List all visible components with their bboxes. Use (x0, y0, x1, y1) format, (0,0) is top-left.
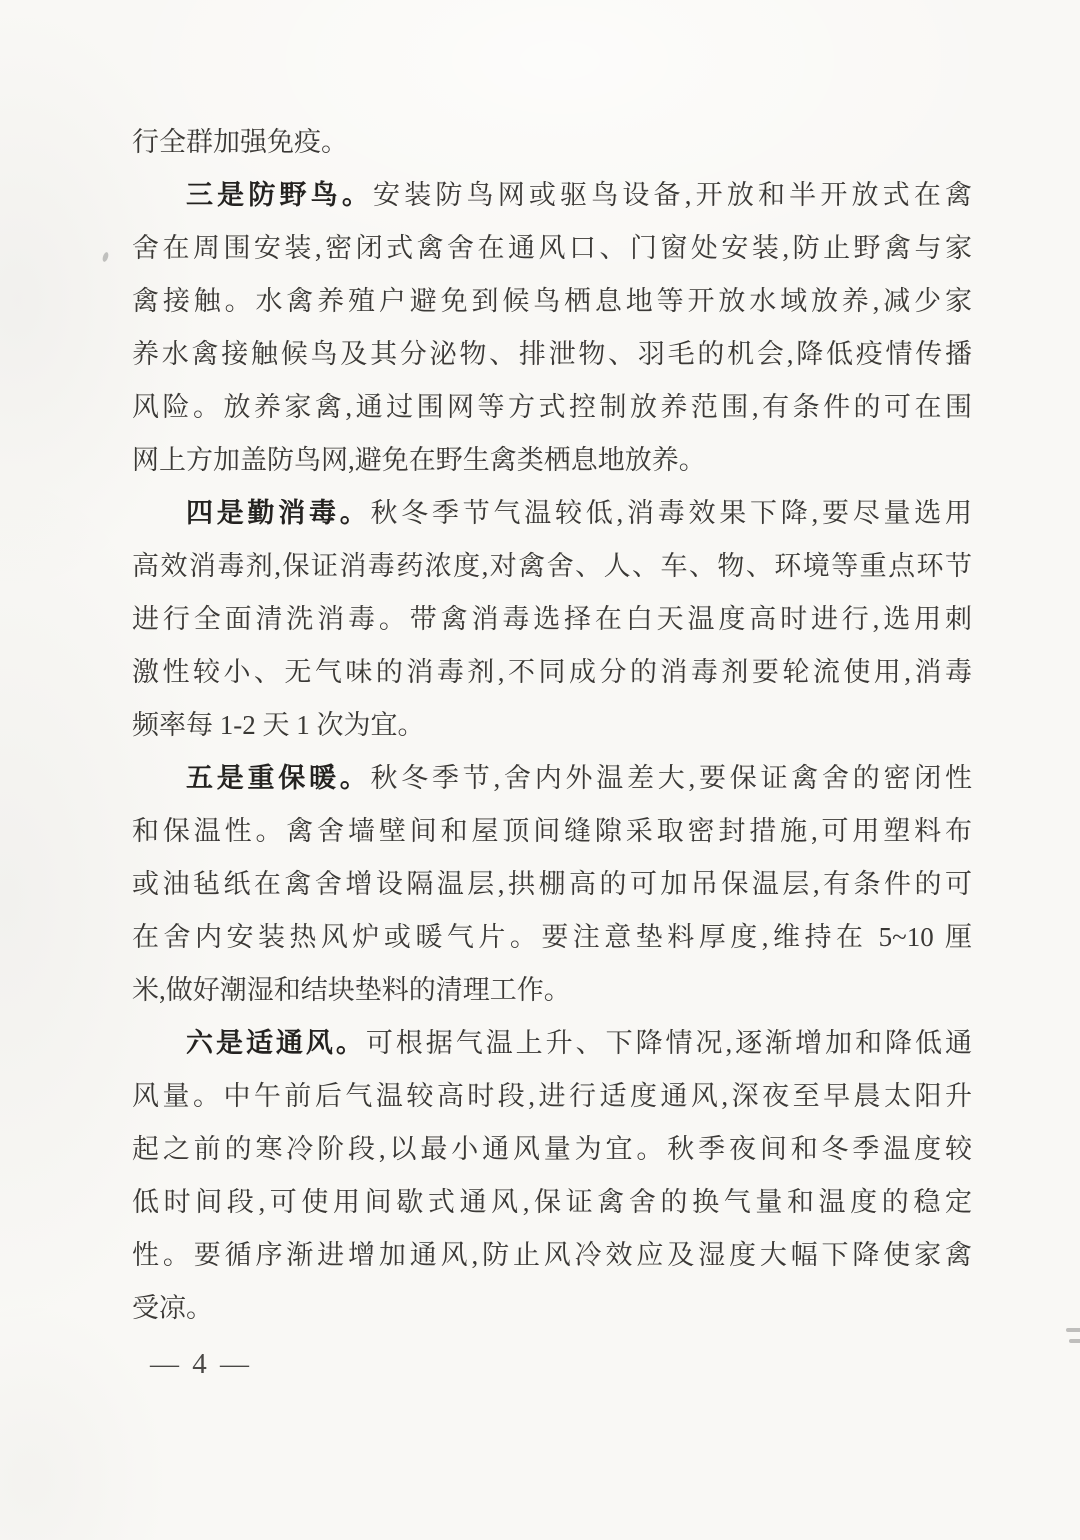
scan-edge-mark (1069, 1339, 1080, 1343)
section-heading: 四是勤消毒。 (186, 498, 371, 528)
line-text: 米,做好潮湿和结块垫料的清理工作。 (132, 975, 571, 1005)
text-line (132, 752, 972, 805)
text-line (132, 487, 972, 540)
line-text: 安装防鸟网或驱鸟设备,开放和半开放式在禽 (373, 180, 973, 210)
text-line (132, 593, 972, 646)
text-line (132, 1123, 972, 1176)
line-text: 在舍内安装热风炉或暖气片。要注意垫料厚度,维持在 5~10 厘 (132, 922, 972, 952)
line-text: 低时间段,可使用间歇式通风,保证禽舍的换气量和温度的稳定 (132, 1187, 972, 1217)
text-line (132, 699, 972, 752)
section-heading: 三是防野鸟。 (186, 180, 374, 210)
line-text: 养水禽接触候鸟及其分泌物、排泄物、羽毛的机会,降低疫情传播 (132, 339, 972, 369)
line-text: 秋冬季节气温较低,消毒效果下降,要尽量选用 (370, 498, 972, 528)
text-line (132, 911, 972, 964)
line-text: 网上方加盖防鸟网,避免在野生禽类栖息地放养。 (132, 445, 706, 475)
text-line (132, 434, 972, 487)
text-line (132, 1017, 972, 1070)
line-text: 起之前的寒冷阶段,以最小通风量为宜。秋季夜间和冬季温度较 (132, 1134, 972, 1164)
text-line (132, 646, 972, 699)
line-text: 风量。中午前后气温较高时段,进行适度通风,深夜至早晨太阳升 (132, 1081, 972, 1111)
line-text: 风险。放养家禽,通过围网等方式控制放养范围,有条件的可在围 (132, 392, 972, 422)
text-line (132, 381, 972, 434)
text-line (132, 1070, 972, 1123)
text-line (132, 116, 972, 169)
text-line (132, 1282, 972, 1335)
scan-speck (102, 251, 110, 262)
text-line (132, 540, 972, 593)
line-text: 进行全面清洗消毒。带禽消毒选择在白天温度高时进行,选用刺 (132, 604, 972, 634)
line-text: 受凉。 (132, 1293, 213, 1323)
page-number: — 4 — (150, 1348, 252, 1380)
document-body (132, 116, 972, 1335)
line-text: 高效消毒剂,保证消毒药浓度,对禽舍、人、车、物、环境等重点环节 (132, 551, 972, 581)
text-line (132, 1176, 972, 1229)
text-line (132, 858, 972, 911)
scan-edge-mark (1066, 1328, 1080, 1332)
line-text: 舍在周围安装,密闭式禽舍在通风口、门窗处安装,防止野禽与家 (132, 233, 972, 263)
text-line (132, 169, 972, 222)
line-text: 秋冬季节,舍内外温差大,要保证禽舍的密闭性 (370, 763, 972, 793)
line-text: 和保温性。禽舍墙壁间和屋顶间缝隙采取密封措施,可用塑料布 (132, 816, 972, 846)
line-text: 或油毡纸在禽舍增设隔温层,拱棚高的可加吊保温层,有条件的可 (132, 869, 972, 899)
line-text: 激性较小、无气味的消毒剂,不同成分的消毒剂要轮流使用,消毒 (132, 657, 972, 687)
line-text: 可根据气温上升、下降情况,逐渐增加和降低通 (365, 1028, 973, 1058)
text-line (132, 805, 972, 858)
section-heading: 五是重保暖。 (186, 763, 371, 793)
text-line (132, 275, 972, 328)
text-line (132, 964, 972, 1017)
line-text: 行全群加强免疫。 (132, 127, 348, 157)
section-heading: 六是适通风。 (186, 1028, 366, 1058)
text-line (132, 222, 972, 275)
line-text: 性。要循序渐进增加通风,防止风冷效应及湿度大幅下降使家禽 (132, 1240, 972, 1270)
line-text: 禽接触。水禽养殖户避免到候鸟栖息地等开放水域放养,减少家 (132, 286, 972, 316)
text-line (132, 1229, 972, 1282)
line-text: 频率每 1-2 天 1 次为宜。 (132, 710, 425, 740)
text-line (132, 328, 972, 381)
